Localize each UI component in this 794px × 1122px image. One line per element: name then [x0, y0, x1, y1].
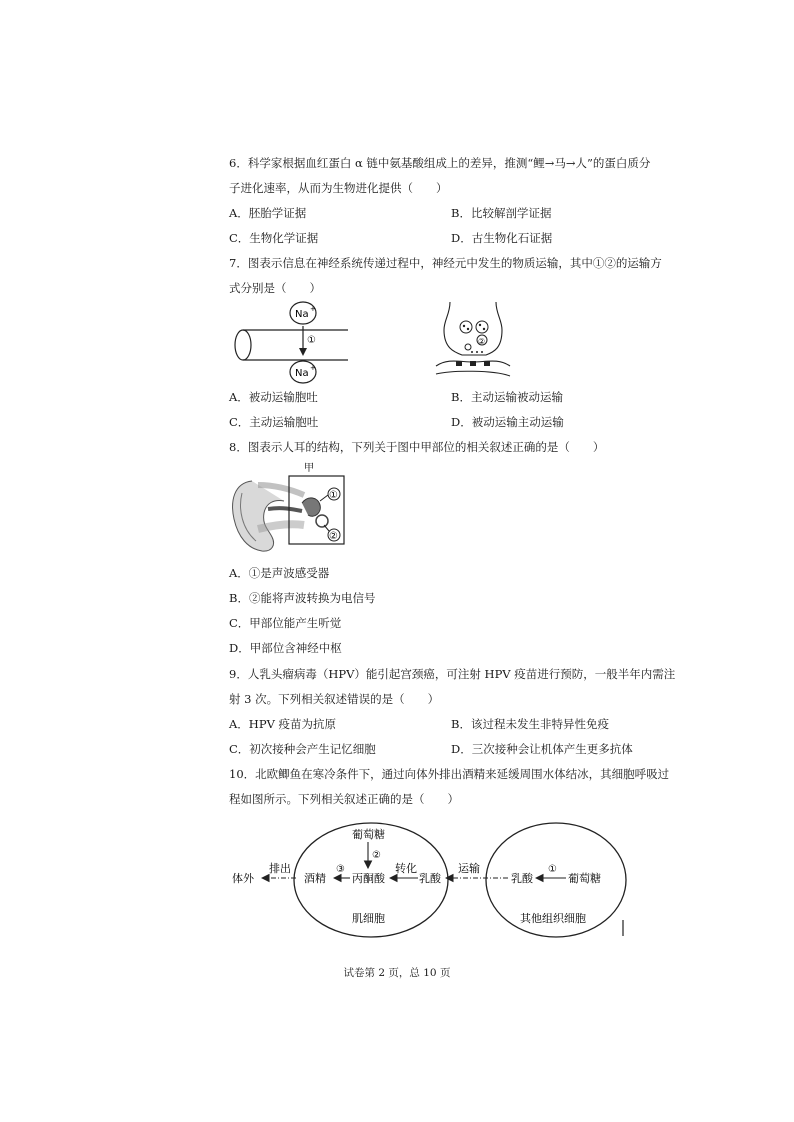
q10-stem-line2: 程如图所示。下列相关叙述正确的是（ ） — [229, 792, 459, 806]
page-footer: 试卷第 2 页，总 10 页 — [343, 967, 451, 979]
q7-axon-figure — [230, 300, 360, 386]
q8-mark2: ② — [329, 531, 338, 542]
q6-option-a: A．胚胎学证据 — [229, 206, 307, 220]
label-transport: 运输 — [458, 862, 480, 875]
q8-label-jia: 甲 — [304, 463, 314, 474]
mark3: ③ — [336, 864, 345, 875]
q7-na-top-label: Na — [295, 309, 309, 320]
q7-na-bottom-charge: + — [310, 364, 316, 372]
q9-stem-line1: 9．人乳头瘤病毒（HPV）能引起宫颈癌，可注射 HPV 疫苗进行预防，一般半年内需注 — [229, 667, 676, 681]
q9-option-c: C．初次接种会产生记忆细胞 — [229, 742, 376, 756]
q8-stem-line1: 8．图表示人耳的结构，下列关于图中甲部位的相关叙述正确的是（ ） — [229, 440, 605, 454]
mark1: ① — [548, 864, 557, 875]
q6-stem-line1: 6．科学家根据血红蛋白 α 链中氨基酸组成上的差异，推测“鲤→马→人”的蛋白质分 — [229, 156, 651, 170]
label-convert: 转化 — [395, 862, 417, 875]
label-pyruvate: 丙酮酸 — [352, 872, 385, 885]
q8-option-c: C．甲部位能产生听觉 — [229, 616, 342, 630]
q7-option-b: B．主动运输被动运输 — [451, 390, 563, 404]
label-lactate-a: 乳酸 — [419, 872, 441, 885]
q7-synapse-figure — [432, 300, 512, 384]
q8-option-b: B．②能将声波转换为电信号 — [229, 591, 376, 605]
q8-mark1: ① — [329, 490, 338, 501]
q9-option-d: D．三次接种会让机体产生更多抗体 — [451, 742, 633, 756]
label-glucose-b: 葡萄糖 — [568, 872, 601, 885]
label-outside: 体外 — [232, 872, 254, 885]
q6-option-d: D．古生物化石证据 — [451, 231, 553, 245]
q8-option-d: D．甲部位含神经中枢 — [229, 641, 342, 655]
mark2: ② — [372, 850, 381, 861]
label-glucose-a: 葡萄糖 — [352, 828, 385, 841]
label-excrete: 排出 — [269, 862, 291, 875]
q10-stem-line1: 10．北欧鲫鱼在寒冷条件下，通过向体外排出酒精来延缓周围水体结冰，其细胞呼吸过 — [229, 767, 670, 781]
q7-option-c: C．主动运输胞吐 — [229, 415, 319, 429]
q7-mark2: ② — [478, 337, 486, 346]
label-other-cells: 其他组织细胞 — [520, 912, 586, 925]
label-alcohol: 酒精 — [304, 872, 326, 885]
q6-option-b: B．比较解剖学证据 — [451, 206, 552, 220]
q7-na-bottom-label: Na — [295, 368, 309, 379]
q8-ear-figure — [228, 459, 354, 555]
label-muscle-cell: 肌细胞 — [352, 912, 385, 925]
q7-option-d: D．被动运输主动运输 — [451, 415, 564, 429]
q9-option-b: B．该过程未发生非特异性免疫 — [451, 717, 609, 731]
q6-option-c: C．生物化学证据 — [229, 231, 319, 245]
label-lactate-b: 乳酸 — [511, 872, 533, 885]
q10-respiration-figure — [228, 820, 628, 942]
q9-stem-line2: 射 3 次。下列相关叙述错误的是（ ） — [229, 692, 440, 706]
q7-na-top-charge: + — [310, 305, 316, 313]
q7-option-a: A．被动运输胞吐 — [229, 390, 318, 404]
q6-stem-line2: 子进化速率，从而为生物进化提供（ ） — [229, 181, 448, 195]
q7-stem-line2: 式分别是（ ） — [229, 281, 321, 295]
q8-option-a: A．①是声波感受器 — [229, 566, 330, 580]
q7-mark1: ① — [307, 335, 316, 346]
q7-stem-line1: 7．图表示信息在神经系统传递过程中，神经元中发生的物质运输，其中①②的运输方 — [229, 256, 662, 270]
q9-option-a: A．HPV 疫苗为抗原 — [229, 717, 337, 731]
